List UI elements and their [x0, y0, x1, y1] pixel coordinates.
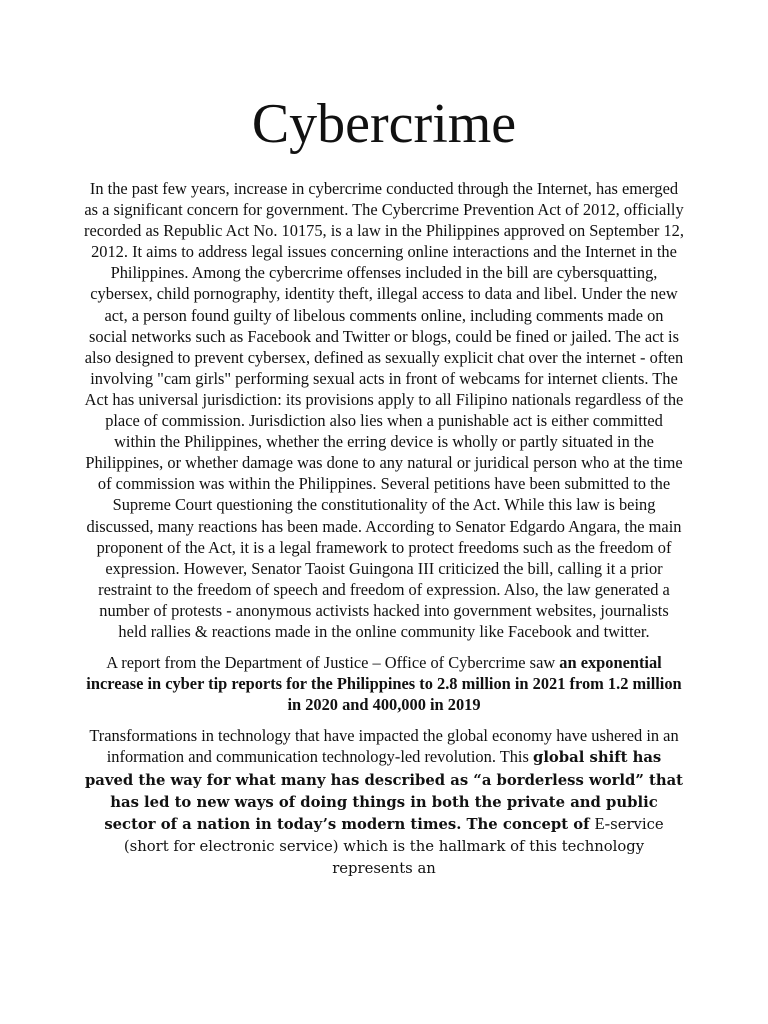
paragraph-technology-shift-part1: Transformations in technology that have impacted the global economy have ushered in an information and communication technology-led revolution. This [89, 726, 679, 767]
paragraph-technology-shift [84, 725, 684, 879]
paragraph-doj-report [84, 652, 684, 715]
paragraph-doj-report-emphasis: an exponential increase in cyber tip reports for the Philippines to 2.8 million in 2021 from 1.2 million in 2020 and 400,000 in 2019 [86, 653, 682, 715]
paragraph-technology-shift-e: E- [594, 813, 611, 833]
paragraph-cybercrime-act: In the past few years, increase in cybercrime conducted through the Internet, has emerged as a significant concern for government. The Cybercrime Prevention Act of 2012, officially recorded as Republic Act No. 10175, is a law in the Philippines approved on September 12, 2012. It aims to address legal issues concerning online interactions and the Internet in the Philippines. Among the cybercrime offenses included in the bill are cybersquatting, cybersex, child pornography, identity theft, illegal access to data and libel. Under the new act, a person found guilty of libelous comments online, including comments made on social networks such as Facebook and Twitter or blogs, could be fined or jailed. The act is also designed to prevent cybersex, defined as sexually explicit chat over the internet - often involving "cam girls" performing sexual acts in front of webcams for internet clients. The Act has universal jurisdiction: its provisions apply to all Filipino nationals regardless of the place of commission. Jurisdiction also lies when a punishable act is either committed within the Philippines, whether the erring device is wholly or partly situated in the Philippines, or whether damage was done to any natural or juridical person who at the time of commission was within the Philippines. Several petitions have been submitted to the Supreme Court questioning the constitutionality of the Act. While this law is being discussed, many reactions has been made. According to Senator Edgardo Angara, the main proponent of the Act, it is a legal framework to protect freedoms such as the freedom of expression. However, Senator Taoist Guingona III criticized the bill, calling it a prior restraint to the freedom of speech and freedom of expression. Also, the law generated a number of protests - anonymous activists hacked into government websites, journalists held rallies & reactions made in the online community like Facebook and twitter. [84, 179, 684, 641]
paragraph-doj-report-intro: A report from the Department of Justice – Office of Cybercrime saw [106, 653, 560, 673]
page-title: Cybercrime [251, 93, 517, 155]
paragraph-technology-shift-bold: global shift has paved the way for what many has described as “a borderless world” that has led to new ways of doing things in both the private and public sector of a nation in today’s modern times. The concept of [84, 749, 684, 833]
paragraph-technology-shift-end: service (short for electronic service) which is the hallmark of this technology represents an [123, 815, 664, 877]
